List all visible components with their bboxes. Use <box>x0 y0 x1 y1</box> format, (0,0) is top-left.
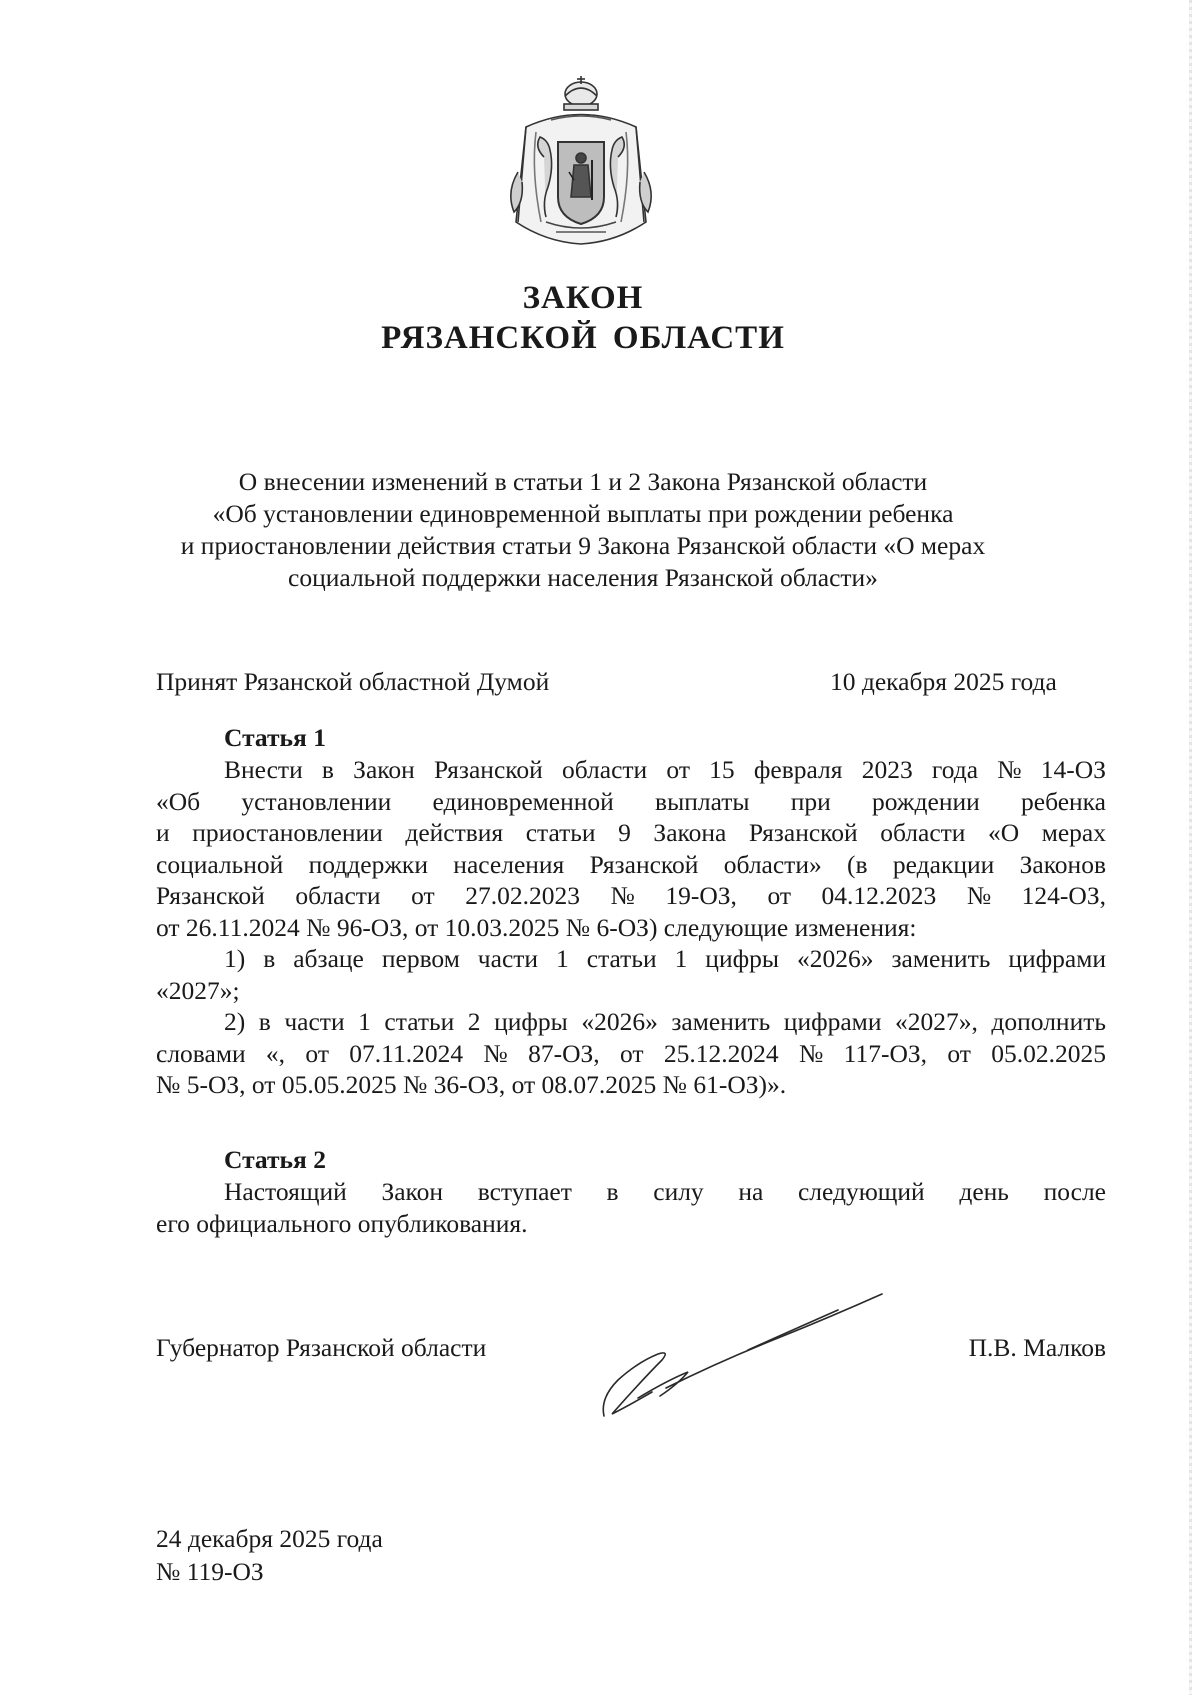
signatory-position: Губернатор Рязанской области <box>156 1333 487 1362</box>
law-date-number <box>156 1522 383 1588</box>
paragraph-line: № 5-ОЗ, от 05.05.2025 № 36-ОЗ, от 08.07.2025 № 61-ОЗ)». <box>156 1070 787 1099</box>
handwritten-signature <box>598 1288 898 1428</box>
paragraph-line: социальной поддержки населения Рязанской области» (в редакции Законов <box>156 849 1106 879</box>
paragraph-line: Рязанской области от 27.02.2023 № 19-ОЗ, от 04.12.2023 № 124-ОЗ, <box>156 881 1106 910</box>
article-1-heading: Статья 1 <box>224 723 326 752</box>
paragraph-line: и приостановлении действия статьи 9 Закона Рязанской области «О мерах <box>156 818 1106 847</box>
subject-line: социальной поддержки населения Рязанской области» <box>288 563 878 592</box>
paragraph-line: словами «, от 07.11.2024 № 87-ОЗ, от 25.12.2024 № 117-ОЗ, от 05.02.2025 <box>156 1038 1106 1068</box>
paragraph-line: его официального опубликования. <box>156 1208 528 1238</box>
subject-line: и приостановлении действия статьи 9 Закона Рязанской области «О мерах <box>180 531 986 560</box>
paragraph-line: от 26.11.2024 № 96-ОЗ, от 10.03.2025 № 6-ОЗ) следующие изменения: <box>156 912 917 942</box>
law-subject <box>150 466 1016 594</box>
adopted-by: Принят Рязанской областной Думой <box>156 667 550 696</box>
coat-of-arms-icon <box>496 72 666 252</box>
paragraph-line: «2027»; <box>156 975 240 1005</box>
article-2-heading: Статья 2 <box>224 1145 326 1174</box>
signatory-name: П.В. Малков <box>968 1333 1106 1362</box>
subject-line: «Об установлении единовременной выплаты при рождении ребенка <box>212 499 954 528</box>
paragraph-line: 2) в части 1 статьи 2 цифры «2026» заменить цифрами «2027», дополнить <box>224 1007 1106 1036</box>
signing-date: 24 декабря 2025 года <box>156 1524 383 1553</box>
paragraph-line: Настоящий Закон вступает в силу на следующий день после <box>224 1177 1106 1206</box>
law-region-title: РЯЗАНСКОЙ ОБЛАСТИ <box>381 320 785 356</box>
adoption-date: 10 декабря 2025 года <box>830 667 1057 696</box>
paragraph-line: 1) в абзаце первом части 1 статьи 1 цифры «2026» заменить цифрами <box>224 944 1106 973</box>
law-number: № 119-ОЗ <box>156 1557 264 1586</box>
paragraph-line: Внести в Закон Рязанской области от 15 февраля 2023 года № 14-ОЗ <box>224 755 1106 784</box>
scan-edge-artifact <box>1189 0 1192 1695</box>
article-1-body <box>156 754 1106 1101</box>
article-2-body <box>156 1176 1106 1239</box>
subject-line: О внесении изменений в статьи 1 и 2 Закона Рязанской области <box>238 467 928 496</box>
paragraph-line: «Об установлении единовременной выплаты при рождении ребенка <box>156 786 1106 816</box>
law-title: ЗАКОН <box>522 280 644 316</box>
